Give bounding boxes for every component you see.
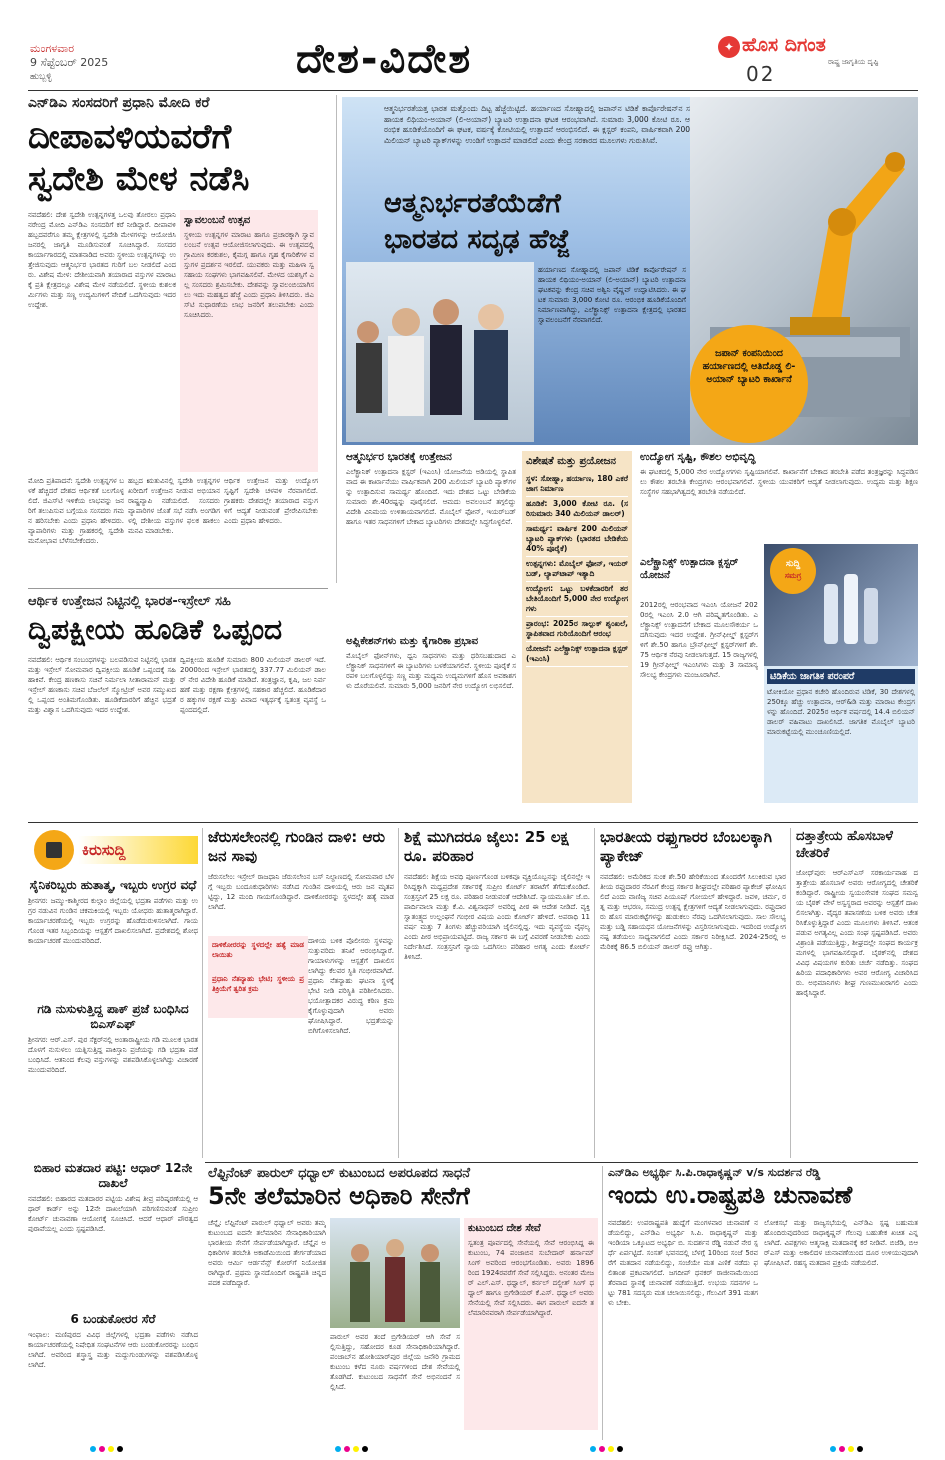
feature-col1-body-2: ಮೊಬೈಲ್ ಫೋನ್‌ಗಳು, ಧ್ವನಿ ಸಾಧನಗಳು ಮತ್ತು ಧರಿಸಬಹುದಾದ ಎಲೆಕ್ಟ್ರಾನಿಕ್ ಸಾಧನಗಳಿಗೆ ಈ ಬ್ಯಾಟರಿಗಳು ಬಳಕೆಯಾಗಲಿವೆ. ಸ್ಥಳೀಯ ಪೂರೈಕೆ ಸರಪಳಿ ಬಲಗೊಳ್ಳಲಿದ್ದು ಸಣ್ಣ ಮತ್ತು ಮಧ್ಯಮ ಉದ್ಯಮಗಳಿಗೆ ಹೊಸ ಅವಕಾಶಗಳು ದೊರೆಯಲಿವೆ. ಸುಮಾರು 5,000 ಜನರಿಗೆ ನೇರ ಉದ್ಯೋಗ ಲಭಿಸಲಿದೆ.	[346, 652, 516, 690]
brief-headline: ಸೈನಿಕರಿಬ್ಬರು ಹುತಾತ್ಮ, ಇಬ್ಬರು ಉಗ್ರರ ವಧೆ	[29, 878, 197, 892]
story1-kicker: ಎನ್‌ಡಿಎ ಸಂಸದರಿಗೆ ಪ್ರಧಾನಿ ಮೋದಿ ಕರೆ	[28, 95, 210, 111]
story1-box	[180, 210, 318, 472]
emc-subtitle: ಎಲೆಕ್ಟ್ರಾನಿಕ್ಸ್ ಉತ್ಪಾದನಾ ಕ್ಲಸ್ಟರ್ ಯೋಜನೆ	[640, 557, 739, 581]
story1-col2: ಹಬ್ಬದ ಋತುವಿನಲ್ಲಿ ಸ್ವದೇಶಿ ಉತ್ಪನ್ನಗಳ ಖರೀದಿಗೆ ಉತ್ತೇಜನ ನೀಡುವ ಅಭಿಯಾನ ರಾಷ್ಟ್ರವ್ಯಾಪಿ ನಡೆಯಲಿದೆ. ಸಂಸದರು ವ್ಯಾಪಾರಿಗಳ ಜೊತೆ ಸಭೆ ನಡೆಸಿ ಅಂಗಡಿಗಳಲ್ಲಿ ದೇಶೀಯ ವಸ್ತುಗಳ ಫಲಕ ಹಾಕಲು ಮನವಿ ಮಾಡಬೇಕು.	[128, 477, 220, 535]
facts-title: ವಿಶೇಷತೆ ಮತ್ತು ಪ್ರಯೋಜನ	[526, 456, 616, 467]
battery-photo	[764, 544, 918, 666]
story3-point-2: ಪ್ರಧಾನಿ ನೆತನ್ಯಾಹು ಭೇಟಿ; ಸ್ಥಳೀಯ ಪ್ರತಿಕ್ರಿಯೆಗೆ ತ್ವರಿತ ಕ್ರಮ	[212, 975, 304, 993]
minister-photo	[346, 262, 534, 442]
feature-col1-body: ಎಲೆಕ್ಟ್ರಾನಿಕ್ ಉತ್ಪಾದನಾ ಕ್ಲಸ್ಟರ್ (ಇಎಂಸಿ) ಯೋಜನೆಯ ಅಡಿಯಲ್ಲಿ ಸ್ಥಾಪಿತವಾದ ಈ ಕಾರ್ಖಾನೆಯು ವಾರ್ಷಿಕವಾಗಿ 200 ಮಿಲಿಯನ್ ಬ್ಯಾಟರಿ ಪ್ಯಾಕ್‌ಗಳನ್ನು ಉತ್ಪಾದಿಸುವ ಸಾಮರ್ಥ್ಯ ಹೊಂದಿದೆ. ಇದು ದೇಶದ ಒಟ್ಟು ಬೇಡಿಕೆಯ ಸುಮಾರು ಶೇ.40ರಷ್ಟನ್ನು ಪೂರೈಸಲಿದೆ. ಆಮದು ಅವಲಂಬನೆ ತಗ್ಗಲಿದ್ದು ವಿದೇಶಿ ವಿನಿಮಯ ಉಳಿತಾಯವಾಗಲಿದೆ. ಮೊಬೈಲ್ ಫೋನ್, ಇಯರ್‌ಬಡ್ ಹಾಗೂ ಇತರ ಸಾಧನಗಳಿಗೆ ಬೇಕಾದ ಬ್ಯಾಟರಿಗಳು ದೇಶದಲ್ಲೇ ಸಿದ್ಧಗೊಳ್ಳಲಿವೆ.	[346, 468, 516, 526]
feature-caption: ಹರ್ಯಾಣದ ಸೋಹ್ನಾದಲ್ಲಿ ಜಪಾನ್ ಟಿಡಿಕೆ ಕಾರ್ಪೊರೇಷನ್ ಸಹಾಯಕ ಲಿಥಿಯಂ-ಅಯಾನ್ (ಲಿ-ಅಯಾನ್) ಬ್ಯಾಟರಿ ಉತ್ಪಾದನಾ ಘಟಕವನ್ನು ಕೇಂದ್ರ ಸಚಿವ ಅಶ್ವಿನಿ ವೈಷ್ಣವ್ ಉದ್ಘಾಟಿಸಿದರು. ಈ ಘಟಕ ಸುಮಾರು 3,000 ಕೋಟಿ ರೂ. ಆರಂಭಿಕ ಹೂಡಿಕೆಯೊಂದಿಗೆ ನಿರ್ಮಾಣವಾಗಿದ್ದು, ಎಲೆಕ್ಟ್ರಾನಿಕ್ಸ್ ಉತ್ಪಾದನಾ ಕ್ಷೇತ್ರದಲ್ಲಿ ಭಾರತದ ಸ್ವಾವಲಂಬನೆಗೆ ನೆರವಾಗಲಿದೆ.	[538, 266, 686, 324]
row-rule	[28, 822, 918, 823]
news-badge-2: ಸಮಗ್ರ	[784, 571, 802, 580]
brief-body: ನವದೆಹಲಿ: ಬಿಹಾರದ ಮತದಾರರ ಪಟ್ಟಿಯ ವಿಶೇಷ ತೀವ್ರ ಪರಿಷ್ಕರಣೆಯಲ್ಲಿ ಆಧಾರ್ ಕಾರ್ಡ್ ಅನ್ನು 12ನೇ ದಾಖಲೆಯಾಗಿ ಪರಿಗಣಿಸುವಂತೆ ಸುಪ್ರೀಂ ಕೋರ್ಟ್ ಚುನಾವಣಾ ಆಯೋಗಕ್ಕೆ ಸೂಚಿಸಿದೆ. ಆದರೆ ಆಧಾರ್ ಪೌರತ್ವದ ಪುರಾವೆಯಲ್ಲ ಎಂದು ಸ್ಪಷ್ಟಪಡಿಸಿದೆ.	[28, 1195, 198, 1233]
facts-list	[526, 472, 628, 667]
briefs-bullhorn-icon	[34, 830, 74, 870]
story6	[796, 828, 918, 1158]
story4	[404, 828, 590, 1158]
story1-col1: ಮೋದಿ ಪ್ರತಿಪಾದನೆ: ಸ್ವದೇಶಿ ಉತ್ಪನ್ನಗಳ ಬಳಕೆ ಹೆಚ್ಚಿದರೆ ದೇಶದ ಆರ್ಥಿಕತೆ ಬಲಗೊಳ್ಳಲಿದೆ. ಜಿಎಸ್‌ಟಿ ಇಳಿಕೆಯ ಲಾಭವನ್ನು ಜನರಿಗೆ ತಲುಪಿಸುವ ಬಗ್ಗೆಯೂ ಸಂಸದರು ಗಮನ ಹರಿಸಬೇಕು ಎಂದು ಪ್ರಧಾನಿ ಹೇಳಿದರು. ವ್ಯಾಪಾರಿಗಳು ಮತ್ತು ಗ್ರಾಹಕರಲ್ಲಿ ಸ್ವದೇಶಿ ಮನೋಭಾವ ಬೆಳೆಸಬೇಕೆಂದರು.	[28, 477, 124, 545]
row-rule	[205, 1162, 918, 1163]
registration-marks	[590, 1446, 623, 1452]
feature-col1	[346, 451, 516, 803]
tdk-box-title: ಟಿಡಿಕೆಯ ಜಾಗತಿಕ ಪರಂಪರೆ	[767, 669, 915, 684]
brief-body: ಶ್ರೀನಗರ: ಜಮ್ಮು-ಕಾಶ್ಮೀರದ ಕುಲ್ಗಾಂ ಜಿಲ್ಲೆಯಲ್ಲಿ ಭದ್ರತಾ ಪಡೆಗಳು ಮತ್ತು ಉಗ್ರರ ನಡುವಿನ ಗುಂಡಿನ ಚಕಮಕಿಯಲ್ಲಿ ಇಬ್ಬರು ಯೋಧರು ಹುತಾತ್ಮರಾಗಿದ್ದಾರೆ. ಕಾರ್ಯಾಚರಣೆಯಲ್ಲಿ ಇಬ್ಬರು ಉಗ್ರರನ್ನು ಹೊಡೆದುರುಳಿಸಲಾಗಿದೆ. ಗಾಯಗೊಂಡ ಇತರ ಸಿಬ್ಬಂದಿಯನ್ನು ಆಸ್ಪತ್ರೆಗೆ ದಾಖಲಿಸಲಾಗಿದೆ. ಪ್ರದೇಶದಲ್ಲಿ ಶೋಧ ಕಾರ್ಯಾಚರಣೆ ಮುಂದುವರಿದಿದೆ.	[28, 897, 198, 945]
brief-headline: ಗಡಿ ನುಸುಳುತ್ತಿದ್ದ ಪಾಕ್ ಪ್ರಜೆ ಬಂಧಿಸಿದ ಬಿಎಸ್‌ಎಫ್	[37, 1002, 189, 1031]
story5-headline: ಭಾರತೀಯ ರಫ್ತುಗಾರರ ಬೆಂಬಲಕ್ಕಾಗಿ ಪ್ಯಾಕೇಜ್	[600, 828, 772, 865]
story8-body: ನವದೆಹಲಿ: ಉಪರಾಷ್ಟ್ರಪತಿ ಹುದ್ದೆಗೆ ಮಂಗಳವಾರ ಚುನಾವಣೆ ನಡೆಯಲಿದ್ದು, ಎನ್‌ಡಿಎ ಅಭ್ಯರ್ಥಿ ಸಿ.ಪಿ. ರಾಧಾಕೃಷ್ಣನ್ ಮತ್ತು ಇಂಡಿಯಾ ಒಕ್ಕೂಟದ ಅಭ್ಯರ್ಥಿ ಬಿ. ಸುದರ್ಶನ ರೆಡ್ಡಿ ನಡುವೆ ನೇರ ಸ್ಪರ್ಧೆ ಏರ್ಪಟ್ಟಿದೆ. ಸಂಸತ್ ಭವನದಲ್ಲಿ ಬೆಳಗ್ಗೆ 10ರಿಂದ ಸಂಜೆ 5ರವರೆಗೆ ಮತದಾನ ನಡೆಯಲಿದ್ದು, ಸಂಜೆಯೇ ಮತ ಎಣಿಕೆ ನಡೆದು ಫಲಿತಾಂಶ ಪ್ರಕಟವಾಗಲಿದೆ. ಜಗದೀಪ್ ಧನಕರ್ ರಾಜೀನಾಮೆಯಿಂದ ತೆರವಾದ ಸ್ಥಾನಕ್ಕೆ ಚುನಾವಣೆ ನಡೆಯುತ್ತಿದೆ. ಉಭಯ ಸದನಗಳ ಒಟ್ಟು 781 ಸದಸ್ಯರು ಮತ ಚಲಾಯಿಸಲಿದ್ದು, ಗೆಲುವಿಗೆ 391 ಮತಗಳು ಬೇಕು.	[608, 1219, 758, 1307]
registration-marks	[335, 1446, 368, 1452]
feature-callout-circle: ಜಪಾನ್ ಕಂಪನಿಯಿಂದ ಹರ್ಯಾಣದಲ್ಲಿ ಆತಿದೊಡ್ಡ ಲಿ-ಅಯಾನ್ ಬ್ಯಾಟರಿ ಕಾರ್ಖಾನೆ	[690, 325, 808, 443]
feature-headline-1: ಆತ್ಮನಿರ್ಭರತೆಯೆಡೆಗೆ	[384, 188, 561, 219]
feature-col3-body: ಈ ಘಟಕದಲ್ಲಿ 5,000 ನೇರ ಉದ್ಯೋಗಗಳು ಸೃಷ್ಟಿಯಾಗಲಿವೆ. ಕಾರ್ಖಾನೆಗೆ ಬೇಕಾದ ತರಬೇತಿ ಪಡೆದ ತಂತ್ರಜ್ಞರನ್ನು ಸಿದ್ಧಪಡಿಸಲು ಕೌಶಲ ತರಬೇತಿ ಕೇಂದ್ರಗಳು ಆರಂಭವಾಗಲಿವೆ. ಸ್ಥಳೀಯ ಯುವಕರಿಗೆ ಆದ್ಯತೆ ನೀಡಲಾಗುವುದು. ಉದ್ಯಮ ಮತ್ತು ಶಿಕ್ಷಣ ಸಂಸ್ಥೆಗಳ ಸಹಭಾಗಿತ್ವದಲ್ಲಿ ತರಬೇತಿ ನಡೆಯಲಿದೆ.	[640, 468, 918, 496]
lamp-icon: ✦	[718, 36, 740, 58]
story7-box-body: ಸ್ವತಂತ್ರ ಪೂರ್ವದಲ್ಲಿ ಸೇನೆಯಲ್ಲಿ ಸೇವೆ ಆರಂಭಿಸಿದ್ದ ಈ ಕುಟುಂಬ, 74 ಪಂಜಾಬಿನ ಸುಬೇದಾರ್ ಹರ್ನಾಮ್ ಸಿಂಗ್ ಅವರಿಂದ ಆರಂಭಗೊಂಡಿತು. ಅವರು 1896ರಿಂದ 1924ರವರೆಗೆ ಸೇವೆ ಸಲ್ಲಿಸಿದ್ದರು. ಅನಂತರ ಮೇಜರ್ ಎಲ್.ಎಸ್. ಧಧ್ವಾಲ್, ಕರ್ನಲ್ ದಲ್ಜೀತ್ ಸಿಂಗ್ ಧಧ್ವಾಲ್ ಹಾಗೂ ಬ್ರಿಗೇಡಿಯರ್ ಕೆ.ಎಸ್. ಧಧ್ವಾಲ್ ಅವರು ಸೇನೆಯಲ್ಲಿ ಸೇವೆ ಸಲ್ಲಿಸಿದರು. ಈಗ ಪಾರುಲ್ ಐದನೇ ತಲೆಮಾರಿನವರಾಗಿ ಸೇರ್ಪಡೆಯಾಗಿದ್ದಾರೆ.	[468, 1239, 594, 1317]
briefs-list	[28, 878, 198, 1424]
brief-body: ಶ್ರೀನಗರ: ಆರ್.ಎಸ್. ಪುರ ಸೆಕ್ಟರ್‌ನಲ್ಲಿ ಅಂತಾರಾಷ್ಟ್ರೀಯ ಗಡಿ ಮೂಲಕ ಭಾರತದೊಳಗೆ ನುಸುಳಲು ಯತ್ನಿಸುತ್ತಿದ್ದ ಪಾಕಿಸ್ತಾನಿ ಪ್ರಜೆಯನ್ನು ಗಡಿ ಭದ್ರತಾ ಪಡೆ ಬಂಧಿಸಿದೆ. ಆತನಿಂದ ಕೆಲವು ವಸ್ತುಗಳನ್ನು ವಶಪಡಿಸಿಕೊಳ್ಳಲಾಗಿದ್ದು ವಿಚಾರಣೆ ಮುಂದುವರಿದಿದೆ.	[28, 1036, 198, 1074]
story7-body-2: ಪಾರುಲ್ ಅವರ ತಂದೆ ಬ್ರಿಗೇಡಿಯರ್ ಆಗಿ ಸೇವೆ ಸಲ್ಲಿಸುತ್ತಿದ್ದು, ಸಹೋದರ ಕೂಡ ಸೇನಾಧಿಕಾರಿಯಾಗಿದ್ದಾರೆ. ಪಂಜಾಬ್‌ನ ಹೋಶಿಯಾರ್‌ಪುರ ಜಿಲ್ಲೆಯ ಜನೌರಿ ಗ್ರಾಮದ ಕುಟುಂಬ ಕಳೆದ ನೂರು ವರ್ಷಗಳಿಂದ ದೇಶ ಸೇವೆಯಲ್ಲಿ ತೊಡಗಿದೆ. ಕುಟುಂಬದ ಸಾಧನೆಗೆ ಸೇನೆ ಅಭಿನಂದನೆ ಸಲ್ಲಿಸಿದೆ.	[330, 1333, 460, 1391]
story7-box	[464, 1218, 598, 1430]
date-block	[30, 42, 108, 84]
story8-kicker: ಎನ್‌ಡಿಎ ಅಭ್ಯರ್ಥಿ ಸಿ.ಪಿ.ರಾಧಾಕೃಷ್ಣನ್ v/s ಸುದರ್ಶನ ರೆಡ್ಡಿ	[608, 1166, 821, 1179]
paper-name: ಹೊಸ ದಿಗಂತ	[742, 34, 826, 56]
feature-intro: ಆತ್ಮನಿರ್ಭರತೆಯತ್ತ ಭಾರತ ಮತ್ತೊಂದು ದಿಟ್ಟ ಹೆಜ್ಜೆಯಿಟ್ಟಿದೆ. ಹರ್ಯಾಣದ ಸೋಹ್ನಾದಲ್ಲಿ ಜಪಾನ್‌ನ ಟಿಡಿಕೆ ಕಾರ್ಪೊರೇಷನ್‌ನ ಸಹಾಯಕ ಲಿಥಿಯಂ-ಅಯಾನ್ (ಲಿ-ಅಯಾನ್) ಬ್ಯಾಟರಿ ಉತ್ಪಾದನಾ ಘಟಕ ಆರಂಭವಾಗಿದೆ. ಸುಮಾರು 3,000 ಕೋಟಿ ರೂ. ಆರಂಭಿಕ ಹೂಡಿಕೆಯೊಂದಿಗೆ ಈ ಘಟಕ, ವರ್ಷಕ್ಕೆ ಕೋಟಿಯಲ್ಲಿ ಉತ್ಪಾದನೆ ಆರಂಭಿಸಲಿದೆ. ಈ ಕ್ಲಸ್ಟರ್ ಕಂಪನಿ, ವಾರ್ಷಿಕವಾಗಿ 200 ಮಿಲಿಯನ್ ಬ್ಯಾಟರಿ ಪ್ಯಾಕ್‌ಗಳನ್ನು ಉಂಡಿಗೆ ಉತ್ಪಾದನೆ ಮಾಡಲಿದೆ ಎಂದು ಕೇಂದ್ರ ಸರಕಾರದ ಮೂಲಗಳು ಗುರುತಿಸಿವೆ.	[384, 104, 690, 145]
paper-tagline: ರಾಷ್ಟ್ರ ಜಾಗೃತಿಯ ದೃಷ್ಟಿ	[828, 58, 879, 66]
column-divider	[202, 828, 203, 1158]
rule	[28, 588, 328, 589]
story2-body: ನವದೆಹಲಿ: ಆರ್ಥಿಕ ಸಂಬಂಧಗಳನ್ನು ಬಲಪಡಿಸುವ ನಿಟ್ಟಿನಲ್ಲಿ ಭಾರತ ಮತ್ತು ಇಸ್ರೇಲ್ ಸೋಮವಾರ ದ್ವಿಪಕ್ಷೀಯ ಹೂಡಿಕೆ ಒಪ್ಪಂದಕ್ಕೆ ಸಹಿ ಹಾಕಿವೆ. ಕೇಂದ್ರ ಹಣಕಾಸು ಸಚಿವೆ ನಿರ್ಮಲಾ ಸೀತಾರಾಮನ್ ಮತ್ತು ಇಸ್ರೇಲ್ ಹಣಕಾಸು ಸಚಿವ ಬೆಜಲೆಲ್ ಸ್ಮೋಟ್ರಿಚ್ ಅವರ ಸಮ್ಮುಖದಲ್ಲಿ ಒಪ್ಪಂದ ಅಂತಿಮಗೊಂಡಿತು. ಹೂಡಿಕೆದಾರರಿಗೆ ಹೆಚ್ಚಿನ ಭದ್ರತೆ ಮತ್ತು ವಿಶ್ವಾಸ ಒದಗಿಸುವುದು ಇದರ ಉದ್ದೇಶ.	[28, 656, 176, 714]
fact-item: ಉತ್ಪನ್ನಗಳು: ಮೊಬೈಲ್ ಫೋನ್, ಇಯರ್ ಬಡ್, ಲ್ಯಾಪ್‌ಟಾಪ್ ಇತ್ಯಾದಿ	[526, 557, 628, 582]
feature-col1-title: ಆತ್ಮನಿರ್ಭರ ಭಾರತಕ್ಕೆ ಉತ್ತೇಜನ	[346, 451, 452, 463]
story1-body: ನವದೆಹಲಿ: ದೇಶ ಸ್ವದೇಶಿ ಉತ್ಪನ್ನಗಳತ್ತ ಒಲವು ತೋರಲು ಪ್ರಧಾನಿ ನರೇಂದ್ರ ಮೋದಿ ಎನ್‌ಡಿಎ ಸಂಸದರಿಗೆ ಕರೆ ನೀಡಿದ್ದಾರೆ. ದೀಪಾವಳಿ ಹಬ್ಬದವರೆಗೂ ತಮ್ಮ ಕ್ಷೇತ್ರಗಳಲ್ಲಿ ಸ್ವದೇಶಿ ಮೇಳಗಳನ್ನು ಆಯೋಜಿಸಿ ಜನರಲ್ಲಿ ಜಾಗೃತಿ ಮೂಡಿಸುವಂತೆ ಸೂಚಿಸಿದ್ದಾರೆ. ಸಂಸದರ ಕಾರ್ಯಾಗಾರದಲ್ಲಿ ಮಾತನಾಡಿದ ಅವರು ಸ್ಥಳೀಯ ಉತ್ಪನ್ನಗಳನ್ನು ಉತ್ತೇಜಿಸುವುದು ಆತ್ಮನಿರ್ಭರ ಭಾರತದ ಗುರಿಗೆ ಬಲ ನೀಡಲಿದೆ ಎಂದರು. ವಿಶೇಷ ಮೇಳ: ದೇಶೀಯವಾಗಿ ತಯಾರಾದ ವಸ್ತುಗಳ ಮಾರಾಟಕ್ಕೆ ಪ್ರತಿ ಕ್ಷೇತ್ರದಲ್ಲೂ ವಿಶೇಷ ಮೇಳ ನಡೆಯಲಿದೆ. ಸ್ಥಳೀಯ ಕುಶಲಕರ್ಮಿಗಳು ಮತ್ತು ಸಣ್ಣ ಉದ್ಯಮಿಗಳಿಗೆ ವೇದಿಕೆ ಒದಗಿಸುವುದು ಇದರ ಉದ್ದೇಶ.	[28, 211, 176, 309]
story3-headline: ಜೆರುಸಲೇಂನಲ್ಲಿ ಗುಂಡಿನ ದಾಳಿ: ಆರು ಜನ ಸಾವು	[208, 828, 386, 865]
story7-box-title: ಕುಟುಂಬದ ದೇಶ ಸೇವೆ	[468, 1223, 541, 1234]
story2-body-2: ದ್ವಿಪಕ್ಷೀಯ ಹೂಡಿಕೆ ಸುಮಾರು 800 ಮಿಲಿಯನ್ ಡಾಲರ್ ಇದೆ. 2000ರಿಂದ ಇಸ್ರೇಲ್ ಭಾರತದಲ್ಲಿ 337.77 ಮಿಲಿಯನ್ ಡಾಲರ್ ನೇರ ವಿದೇಶಿ ಹೂಡಿಕೆ ಮಾಡಿದೆ. ತಂತ್ರಜ್ಞಾನ, ಕೃಷಿ, ಜಲ ನಿರ್ವಹಣೆ ಮತ್ತು ರಕ್ಷಣಾ ಕ್ಷೇತ್ರಗಳಲ್ಲಿ ಸಹಕಾರ ಹೆಚ್ಚಲಿದೆ. ಹೂಡಿಕೆದಾರರ ಹಕ್ಕುಗಳ ರಕ್ಷಣೆ ಮತ್ತು ವಿವಾದ ಇತ್ಯರ್ಥಕ್ಕೆ ಸ್ವತಂತ್ರ ವ್ಯವಸ್ಥೆ ಒಪ್ಪಂದದಲ್ಲಿದೆ.	[180, 656, 326, 714]
feature-headline-2: ಭಾರತದ ಸದೃಢ ಹೆಜ್ಜೆ	[384, 224, 570, 255]
tdk-box-body: ಟೋಕಿಯೋ ಪ್ರಧಾನ ಕಚೇರಿ ಹೊಂದಿರುವ ಟಿಡಿಕೆ, 30 ದೇಶಗಳಲ್ಲಿ 250ಕ್ಕೂ ಹೆಚ್ಚು ಉತ್ಪಾದನಾ, ಆರ್&ಡಿ ಮತ್ತು ಮಾರಾಟ ಕೇಂದ್ರಗಳನ್ನು ಹೊಂದಿದೆ. 2025ರ ಆರ್ಥಿಕ ವರ್ಷದಲ್ಲಿ 14.4 ಬಿಲಿಯನ್ ಡಾಲರ್ ವಹಿವಾಟು ದಾಖಲಿಸಿದೆ. ಜಾಗತಿಕ ಮೊಬೈಲ್ ಬ್ಯಾಟರಿ ಮಾರುಕಟ್ಟೆಯಲ್ಲಿ ಮುಂಚೂಣಿಯಲ್ಲಿದೆ.	[767, 688, 915, 736]
story4-headline: ಶಿಕ್ಷೆ ಮುಗಿದರೂ ಜೈಲು: 25 ಲಕ್ಷ ರೂ. ಪರಿಹಾರ	[404, 828, 569, 865]
masthead-logo	[718, 34, 918, 86]
story3-body: ಜೆರುಸಲೇಂ: ಇಸ್ರೇಲ್ ರಾಜಧಾನಿ ಜೆರುಸಲೇಂನ ಬಸ್ ನಿಲ್ದಾಣದಲ್ಲಿ ಸೋಮವಾರ ಬೆಳಗ್ಗೆ ಇಬ್ಬರು ಬಂದೂಕುಧಾರಿಗಳು ನಡೆಸಿದ ಗುಂಡಿನ ದಾಳಿಯಲ್ಲಿ ಆರು ಜನ ಮೃತಪಟ್ಟಿದ್ದು, 12 ಮಂದಿ ಗಾಯಗೊಂಡಿದ್ದಾರೆ. ದಾಳಿಕೋರರನ್ನು ಸ್ಥಳದಲ್ಲೇ ಹತ್ಯೆ ಮಾಡಲಾಗಿದೆ.	[208, 873, 394, 911]
story5-body: ನವದೆಹಲಿ: ಅಮೆರಿಕದ ಸುಂಕ ಶೇ.50 ಹೇರಿಕೆಯಿಂದ ತೊಂದರೆಗೆ ಸಿಲುಕಿರುವ ಭಾರತೀಯ ರಫ್ತುದಾರರ ನೆರವಿಗೆ ಕೇಂದ್ರ ಸರ್ಕಾರ ಶೀಘ್ರದಲ್ಲೇ ಪರಿಹಾರ ಪ್ಯಾಕೇಜ್ ಘೋಷಿಸಲಿದೆ ಎಂದು ವಾಣಿಜ್ಯ ಸಚಿವ ಪಿಯೂಷ್ ಗೋಯಲ್ ಹೇಳಿದ್ದಾರೆ. ಜವಳಿ, ಚರ್ಮ, ರತ್ನ ಮತ್ತು ಆಭರಣ, ಸಮುದ್ರ ಉತ್ಪನ್ನ ಕ್ಷೇತ್ರಗಳಿಗೆ ಆದ್ಯತೆ ನೀಡಲಾಗುವುದು. ರಫ್ತುದಾರರು ಹೊಸ ಮಾರುಕಟ್ಟೆಗಳನ್ನು ಹುಡುಕಲು ನೆರವು ಒದಗಿಸಲಾಗುವುದು. ಸಾಲ ಸೌಲಭ್ಯ ಮತ್ತು ಬಡ್ಡಿ ಸಹಾಯಧನ ಯೋಜನೆಗಳನ್ನು ವಿಸ್ತರಿಸಲಾಗುವುದು. ಇದರಿಂದ ಉದ್ಯೋಗ ನಷ್ಟ ತಡೆಯಲು ಸಾಧ್ಯವಾಗಲಿದೆ ಎಂದು ಸರ್ಕಾರ ನಿರೀಕ್ಷಿಸಿದೆ. 2024-25ರಲ್ಲಿ ಅಮೆರಿಕಕ್ಕೆ 86.5 ಬಿಲಿಯನ್ ಡಾಲರ್ ರಫ್ತು ಆಗಿತ್ತು.	[600, 873, 786, 951]
story3-point-1: ದಾಳಿಕೋರರನ್ನು ಸ್ಥಳದಲ್ಲೇ ಹತ್ಯೆ ಮಾಡಲಾಯಿತು	[212, 941, 304, 959]
news-badge	[770, 548, 816, 594]
column-divider	[602, 1166, 603, 1440]
news-badge-1: ಸುದ್ದಿ	[785, 559, 801, 569]
fact-item: ಉದ್ಯೋಗ: ಒಟ್ಟು ಬಳಕೆದಾರರಿಗೆ ತರಬೇತಿಯೊಂದಿಗೆ 5,000 ನೇರ ಉದ್ಯೋಗಗಳು	[526, 582, 628, 617]
section-title: ದೇಶ-ವಿದೇಶ	[296, 36, 473, 82]
feature-col1-subtitle: ಅಪ್ಲಿಕೇಶನ್‌ಗಳು ಮತ್ತು ಕೈಗಾರಿಕಾ ಪ್ರಭಾವ	[346, 636, 479, 647]
story3	[208, 828, 394, 1158]
fact-item: ಹೂಡಿಕೆ: 3,000 ಕೋಟಿ ರೂ. (ಸರಿಸುಮಾರು 340 ಮಿಲಿಯನ್ ಡಾಲರ್)	[526, 497, 628, 522]
story5	[600, 828, 786, 1158]
story1-headline-2: ಸ್ವದೇಶಿ ಮೇಳ ನಡೆಸಿ	[28, 159, 250, 199]
story3-points	[208, 936, 308, 1018]
story7-kicker: ಲೆಫ್ಟಿನೆಂಟ್ ಪಾರುಲ್ ಧಧ್ವಾಲ್ ಕುಟುಂಬದ ಅಪರೂಪದ ಸಾಧನೆ	[208, 1166, 470, 1181]
fact-item: ಯೋಜನೆ: ಎಲೆಕ್ಟ್ರಾನಿಕ್ಸ್ ಉತ್ಪಾದನಾ ಕ್ಲಸ್ಟರ್ (ಇಎಂಸಿ)	[526, 642, 628, 667]
story1-box-body: ಸ್ಥಳೀಯ ಉತ್ಪನ್ನಗಳ ಮಾರಾಟ ಹಾಗೂ ಪ್ರಚಾರಕ್ಕಾಗಿ ಸ್ವಾವಲಂಬನೆ ಉತ್ಸವ ಆಯೋಜಿಸಲಾಗುವುದು. ಈ ಉತ್ಸವದಲ್ಲಿ ಗ್ರಾಮೀಣ ಕರಕುಶಲ, ಕೈಮಗ್ಗ ಹಾಗೂ ಗೃಹ ಕೈಗಾರಿಕೆಗಳ ವಸ್ತುಗಳ ಪ್ರದರ್ಶನ ಇರಲಿದೆ. ಯುವಕರು ಮತ್ತು ಮಹಿಳಾ ಸ್ವಸಹಾಯ ಸಂಘಗಳು ಭಾಗವಹಿಸಲಿವೆ. ಮೇಳದ ಯಶಸ್ಸಿಗೆ ಎಲ್ಲ ಸಂಸದರು ಶ್ರಮಿಸಬೇಕು. ದೇಶವನ್ನು ಸ್ವಾವಲಂಬಿಯಾಗಿಸಲು ಇದು ಮಹತ್ವದ ಹೆಜ್ಜೆ ಎಂದು ಪ್ರಧಾನಿ ತಿಳಿಸಿದರು. ಜಿಎಸ್‌ಟಿ ಸುಧಾರಣೆಯ ಲಾಭ ಜನರಿಗೆ ತಲುಪಬೇಕು ಎಂದು ಸೂಚಿಸಿದರು.	[184, 231, 314, 319]
column-divider	[398, 828, 399, 1158]
brief-headline: 6 ಬಂಡುಕೋರರ ಸೆರೆ	[70, 1312, 156, 1326]
story3-body-2: ದಾಳಿಯ ಬಳಿಕ ಪೊಲೀಸರು ಸ್ಥಳವನ್ನು ಸುತ್ತುವರಿದು ತನಿಖೆ ಆರಂಭಿಸಿದ್ದಾರೆ. ಗಾಯಾಳುಗಳನ್ನು ಆಸ್ಪತ್ರೆಗೆ ದಾಖಲಿಸಲಾಗಿದ್ದು ಕೆಲವರ ಸ್ಥಿತಿ ಗಂಭೀರವಾಗಿದೆ. ಪ್ರಧಾನಿ ನೆತನ್ಯಾಹು ಘಟನಾ ಸ್ಥಳಕ್ಕೆ ಭೇಟಿ ನೀಡಿ ಪರಿಸ್ಥಿತಿ ಪರಿಶೀಲಿಸಿದರು. ಭಯೋತ್ಪಾದಕರ ವಿರುದ್ಧ ಕಠಿಣ ಕ್ರಮ ಕೈಗೊಳ್ಳುವುದಾಗಿ ಅವರು ಘೋಷಿಸಿದ್ದಾರೆ. ಭದ್ರತೆಯನ್ನು ಬಿಗಿಗೊಳಿಸಲಾಗಿದೆ.	[308, 937, 394, 1035]
story1-headline-1: ದೀಪಾವಳಿಯವರೆಗೆ	[28, 117, 232, 157]
people-illustration	[346, 262, 534, 442]
fact-item: ಸಾಮರ್ಥ್ಯ: ವಾರ್ಷಿಕ 200 ಮಿಲಿಯನ್ ಬ್ಯಾಟರಿ ಪ್ಯಾಕ್‌ಗಳು (ಭಾರತದ ಬೇಡಿಕೆಯ 40% ಪೂರೈಕೆ)	[526, 522, 628, 557]
column-divider	[594, 828, 595, 1158]
column-divider	[336, 95, 337, 583]
fact-item: ಸ್ಥಳ: ಸೋಹ್ನಾ, ಹರ್ಯಾಣ, 180 ಎಕರೆ ಜಾಗ ನಿರ್ಮಾಣ	[526, 472, 628, 497]
page-number: 02	[746, 62, 776, 86]
story1-col3: ಆರ್ಥಿಕ ಉತ್ತೇಜನ ಮತ್ತು ಉದ್ಯೋಗ ಸೃಷ್ಟಿಗೆ ಸ್ವದೇಶಿ ಚಳವಳಿ ನೆರವಾಗಲಿದೆ. ಗ್ರಾಹಕರು ದೇಶದಲ್ಲೇ ತಯಾರಾದ ವಸ್ತುಗಳಿಗೆ ಆದ್ಯತೆ ನೀಡುವಂತೆ ಪ್ರೇರೇಪಿಸಬೇಕು ಎಂದು ಪ್ರಧಾನಿ ಹೇಳಿದರು.	[224, 477, 318, 525]
registration-marks	[90, 1446, 123, 1452]
brief-item	[28, 1312, 198, 1418]
story8-body-2: ಲೋಕಸಭೆ ಮತ್ತು ರಾಜ್ಯಸಭೆಯಲ್ಲಿ ಎನ್‌ಡಿಎ ಸ್ಪಷ್ಟ ಬಹುಮತ ಹೊಂದಿರುವುದರಿಂದ ರಾಧಾಕೃಷ್ಣನ್ ಗೆಲುವು ಬಹುತೇಕ ಖಚಿತ ಎನ್ನಲಾಗಿದೆ. ವಿಪಕ್ಷಗಳು ಆತ್ಮಸಾಕ್ಷಿ ಮತದಾನಕ್ಕೆ ಕರೆ ನೀಡಿವೆ. ಬಿಜೆಡಿ, ಬಿಆರ್‌ಎಸ್ ಮತ್ತು ಅಕಾಲಿದಳ ಚುನಾವಣೆಯಿಂದ ದೂರ ಉಳಿಯುವುದಾಗಿ ಘೋಷಿಸಿವೆ. ರಹಸ್ಯ ಮತದಾನ ಪ್ರಕ್ರಿಯೆ ನಡೆಯಲಿದೆ.	[764, 1219, 918, 1267]
family-illustration	[330, 1218, 460, 1328]
story1-box-title: ಸ್ವಾವಲಂಬನೆ ಉತ್ಸವ	[184, 215, 251, 226]
registration-marks	[830, 1446, 863, 1452]
story6-body: ಜೋಧ್‌ಪುರ: ಆರ್‌ಎಸ್‌ಎಸ್ ಸರಕಾರ್ಯವಾಹ ದತ್ತಾತ್ರೇಯ ಹೊಸಬಾಳೆ ಅವರು ಆರೋಗ್ಯದಲ್ಲಿ ಚೇತರಿಕೆ ಕಂಡಿದ್ದಾರೆ. ರಾಷ್ಟ್ರೀಯ ಸ್ವಯಂಸೇವಕ ಸಂಘದ ಸಮನ್ವಯ ಬೈಠಕ್ ವೇಳೆ ಅಸ್ವಸ್ಥರಾದ ಅವರನ್ನು ಆಸ್ಪತ್ರೆಗೆ ದಾಖಲಿಸಲಾಗಿತ್ತು. ವೈದ್ಯರ ತಪಾಸಣೆಯ ಬಳಿಕ ಅವರು ಚೇತರಿಸಿಕೊಳ್ಳುತ್ತಿದ್ದಾರೆ ಎಂದು ಮೂಲಗಳು ತಿಳಿಸಿವೆ. ಆತಂಕ ಪಡುವ ಅಗತ್ಯವಿಲ್ಲ ಎಂದು ಸಂಘ ಸ್ಪಷ್ಟಪಡಿಸಿದೆ. ಅವರು ವಿಶ್ರಾಂತಿ ಪಡೆಯುತ್ತಿದ್ದು, ಶೀಘ್ರದಲ್ಲೇ ಸಂಘದ ಕಾರ್ಯಕ್ರಮಗಳಲ್ಲಿ ಭಾಗವಹಿಸಲಿದ್ದಾರೆ. ಬೈಠಕ್‌ನಲ್ಲಿ ದೇಶದ ವಿವಿಧ ವಿಷಯಗಳ ಕುರಿತು ಚರ್ಚೆ ನಡೆದಿತ್ತು. ಸಂಘದ ಹಿರಿಯ ಪದಾಧಿಕಾರಿಗಳು ಅವರ ಆರೋಗ್ಯ ವಿಚಾರಿಸಿದರು. ಅಭಿಮಾನಿಗಳು ಶೀಘ್ರ ಗುಣಮುಖರಾಗಲಿ ಎಂದು ಹಾರೈಸಿದ್ದಾರೆ.	[796, 869, 918, 997]
emc-body: 2012ರಲ್ಲಿ ಆರಂಭವಾದ ಇಎಂಸಿ ಯೋಜನೆ 2020ರಲ್ಲಿ ಇಎಂಸಿ 2.0 ಆಗಿ ಪರಿಷ್ಕೃತಗೊಂಡಿತು. ಎಲೆಕ್ಟ್ರಾನಿಕ್ಸ್ ಉತ್ಪಾದನೆಗೆ ಬೇಕಾದ ಮೂಲಸೌಕರ್ಯ ಒದಗಿಸುವುದು ಇದರ ಉದ್ದೇಶ. ಗ್ರೀನ್‌ಫೀಲ್ಡ್ ಕ್ಲಸ್ಟರ್‌ಗಳಿಗೆ ಶೇ.50 ಹಾಗೂ ಬ್ರೌನ್‌ಫೀಲ್ಡ್ ಕ್ಲಸ್ಟರ್‌ಗಳಿಗೆ ಶೇ.75 ಆರ್ಥಿಕ ನೆರವು ನೀಡಲಾಗುತ್ತದೆ. 15 ರಾಜ್ಯಗಳಲ್ಲಿ 19 ಗ್ರೀನ್‌ಫೀಲ್ಡ್ ಇಎಂಸಿಗಳು ಮತ್ತು 3 ಸಾಮಾನ್ಯ ಸೌಲಭ್ಯ ಕೇಂದ್ರಗಳು ಮಂಜೂರಾಗಿವೆ.	[640, 601, 758, 679]
briefs-label: ಕಿರುಸುದ್ದಿ	[82, 841, 126, 859]
brief-item	[28, 1002, 198, 1155]
feature-col3	[640, 451, 918, 551]
fact-item: ಪ್ರಾರಂಭ: 2025ರ ಸಾಲ್ಪುಕ್ ಶೃಂಖಲೆ, ಸ್ಥಾಪಿತವಾದ ಗುರಿಯೊಂದಿಗೆ ಆರಂಭ	[526, 617, 628, 642]
column-divider	[790, 828, 791, 1158]
briefs-column	[28, 828, 198, 1440]
story8	[608, 1166, 918, 1440]
weekday: ಮಂಗಳವಾರ	[30, 42, 75, 55]
story2-kicker: ಆರ್ಥಿಕ ಉತ್ತೇಜನ ನಿಟ್ಟಿನಲ್ಲಿ ಭಾರತ-ಇಸ್ರೇಲ್ ಸಹಿ	[28, 594, 231, 609]
brief-body: ಇಂಫಾಲ: ಮಣಿಪುರದ ವಿವಿಧ ಜಿಲ್ಲೆಗಳಲ್ಲಿ ಭದ್ರತಾ ಪಡೆಗಳು ನಡೆಸಿದ ಕಾರ್ಯಾಚರಣೆಯಲ್ಲಿ ನಿಷೇಧಿತ ಸಂಘಟನೆಗಳ ಆರು ಬಂಡುಕೋರರನ್ನು ಬಂಧಿಸಲಾಗಿದೆ. ಅವರಿಂದ ಶಸ್ತ್ರಾಸ್ತ್ರ ಮತ್ತು ಮದ್ದುಗುಂಡುಗಳನ್ನು ವಶಪಡಿಸಿಕೊಳ್ಳಲಾಗಿದೆ.	[28, 1331, 198, 1369]
brief-item	[28, 1161, 198, 1306]
story6-headline: ದತ್ತಾತ್ರೇಯ ಹೊಸಬಾಳೆ ಚೇತರಿಕೆ	[796, 829, 893, 861]
brief-headline: ಬಿಹಾರ ಮತದಾರ ಪಟ್ಟಿ: ಆಧಾರ್ 12ನೇ ದಾಖಲೆ	[33, 1161, 193, 1190]
story4-body: ನವದೆಹಲಿ: ಶಿಕ್ಷೆಯ ಅವಧಿ ಪೂರ್ಣಗೊಂಡ ಬಳಿಕವೂ ವ್ಯಕ್ತಿಯೊಬ್ಬನನ್ನು ಜೈಲಿನಲ್ಲೇ ಇರಿಸಿದ್ದಕ್ಕಾಗಿ ಮಧ್ಯಪ್ರದೇಶ ಸರ್ಕಾರಕ್ಕೆ ಸುಪ್ರೀಂ ಕೋರ್ಟ್ ತರಾಟೆಗೆ ತೆಗೆದುಕೊಂಡಿದೆ. ಸಂತ್ರಸ್ತನಿಗೆ 25 ಲಕ್ಷ ರೂ. ಪರಿಹಾರ ನೀಡುವಂತೆ ಆದೇಶಿಸಿದೆ. ನ್ಯಾಯಮೂರ್ತಿ ಜೆ.ಬಿ. ಪಾರ್ದಿವಾಲಾ ಮತ್ತು ಕೆ.ವಿ. ವಿಶ್ವನಾಥನ್ ಅವರಿದ್ದ ಪೀಠ ಈ ಆದೇಶ ನೀಡಿದೆ. ವ್ಯಕ್ತಿ ಸ್ವಾತಂತ್ರ್ಯದ ಉಲ್ಲಂಘನೆ ಗಂಭೀರ ವಿಷಯ ಎಂದು ಕೋರ್ಟ್ ಹೇಳಿದೆ. ಅಪರಾಧಿ 11 ವರ್ಷ ಮತ್ತು 7 ತಿಂಗಳು ಹೆಚ್ಚುವರಿಯಾಗಿ ಜೈಲಿನಲ್ಲಿದ್ದ. ಇದು ವ್ಯವಸ್ಥೆಯ ವೈಫಲ್ಯ ಎಂದು ಪೀಠ ಅಭಿಪ್ರಾಯಪಟ್ಟಿದೆ. ರಾಜ್ಯ ಸರ್ಕಾರ ಈ ಬಗ್ಗೆ ವಿವರಣೆ ನೀಡಬೇಕು ಎಂದು ನಿರ್ದೇಶಿಸಿದೆ. ಸಂತ್ರಸ್ತನಿಗೆ ನ್ಯಾಯ ಒದಗಿಸಲು ಪರಿಹಾರ ಅಗತ್ಯ ಎಂದು ಕೋರ್ಟ್ ತಿಳಿಸಿದೆ.	[404, 873, 590, 961]
feature-col3-title: ಉದ್ಯೋಗ ಸೃಷ್ಟಿ, ಕೌಶಲ ಅಭಿವೃದ್ಧಿ	[640, 451, 756, 463]
feature-facts-box	[522, 451, 632, 803]
story8-headline: ಇಂದು ಉ.ರಾಷ್ಟ್ರಪತಿ ಚುನಾವಣೆ	[608, 1181, 853, 1209]
story7	[208, 1166, 598, 1440]
story7-body: ಚೆನ್ನೈ: ಲೆಫ್ಟಿನೆಂಟ್ ಪಾರುಲ್ ಧಧ್ವಾಲ್ ಅವರು ತಮ್ಮ ಕುಟುಂಬದ ಐದನೇ ತಲೆಮಾರಿನ ಸೇನಾಧಿಕಾರಿಯಾಗಿ ಭಾರತೀಯ ಸೇನೆಗೆ ಸೇರ್ಪಡೆಯಾಗಿದ್ದಾರೆ. ಚೆನ್ನೈನ ಅಧಿಕಾರಿಗಳ ತರಬೇತಿ ಅಕಾಡೆಮಿಯಿಂದ ತೇರ್ಗಡೆಯಾದ ಅವರು ಆರ್ಮಿ ಆರ್ಡನೆನ್ಸ್ ಕೋರ್‌ಗೆ ನಿಯೋಜಿತರಾಗಿದ್ದಾರೆ. ಪ್ರಥಮ ಸ್ಥಾನದೊಂದಿಗೆ ರಾಷ್ಟ್ರಪತಿ ಚಿನ್ನದ ಪದಕ ಪಡೆದಿದ್ದಾರೆ.	[208, 1219, 326, 1287]
tdk-box	[764, 666, 918, 803]
header-rule	[28, 90, 918, 91]
briefs-label-bar	[78, 836, 198, 864]
city: ಹುಬ್ಬಳ್ಳಿ	[30, 72, 52, 82]
brief-item	[28, 878, 198, 996]
story2-headline: ದ್ವಿಪಕ್ಷೀಯ ಹೂಡಿಕೆ ಒಪ್ಪಂದ	[28, 613, 283, 646]
family-photo	[330, 1218, 460, 1328]
date: 9 ಸೆಪ್ಟೆಂಬರ್ 2025	[30, 56, 109, 69]
story7-headline: 5ನೇ ತಲೆಮಾರಿನ ಅಧಿಕಾರಿ ಸೇನೆಗೆ	[208, 1182, 470, 1210]
